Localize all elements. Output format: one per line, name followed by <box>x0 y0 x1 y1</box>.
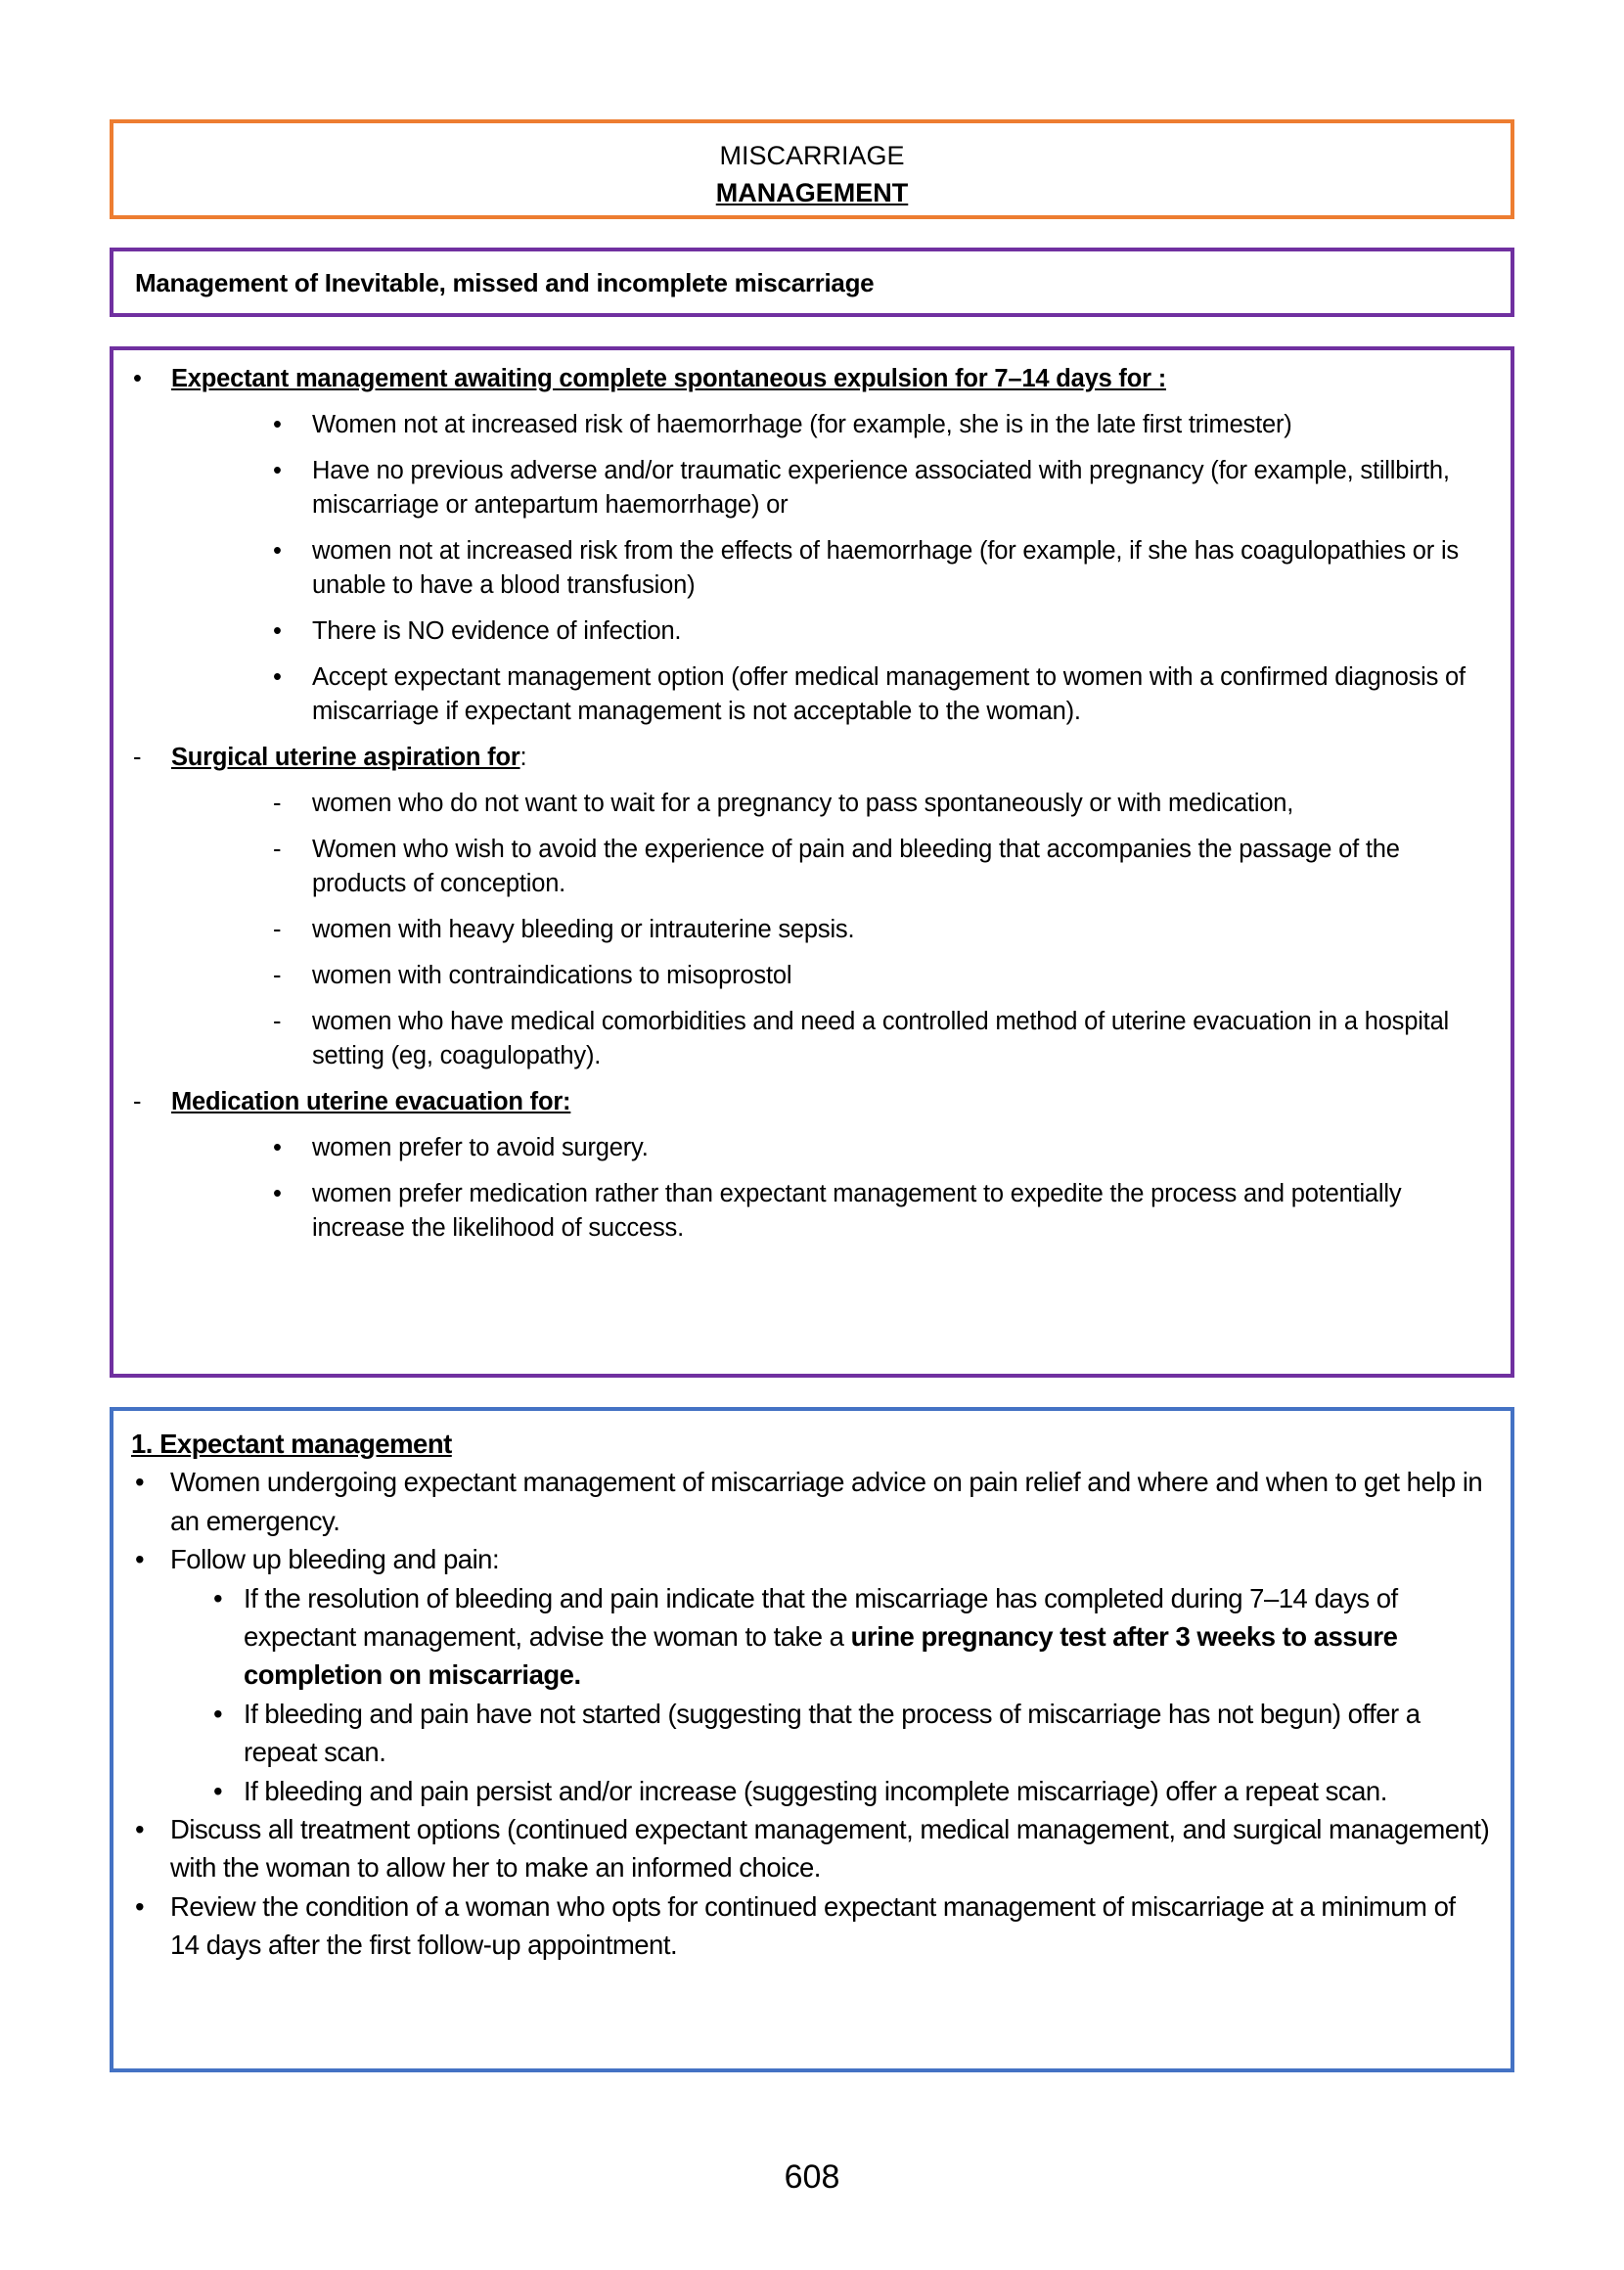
list-item-text: If bleeding and pain have not started (suggesting that the process of miscarriage has not begun) offer a repeat scan. <box>244 1698 1421 1768</box>
bullet-icon: • <box>273 663 282 691</box>
sub-list-item <box>113 1772 1511 1810</box>
dash-icon: - <box>133 1088 142 1115</box>
list-item-text: women who do not want to wait for a pregnancy to pass spontaneously or with medication, <box>312 790 1294 817</box>
bullet-icon: • <box>273 1180 282 1207</box>
bullet-icon: • <box>213 1775 223 1806</box>
list-item <box>113 1887 1511 1965</box>
section-heading: Management of Inevitable, missed and incomplete miscarriage <box>135 268 875 297</box>
bullet-icon: • <box>135 1467 145 1498</box>
urine-test-advice: urine pregnancy test after 3 weeks to assure completion on miscarriage. <box>244 1621 1398 1691</box>
list-item <box>171 833 1511 901</box>
bullet-icon: • <box>133 365 142 392</box>
bullet-icon: • <box>273 617 282 645</box>
list-item <box>113 1463 1511 1540</box>
bullet-icon: • <box>213 1698 223 1729</box>
section-heading-box <box>110 248 1514 317</box>
list-item-text: Women who wish to avoid the experience of pain and bleeding that accompanies the passage of the products of conception. <box>312 836 1400 897</box>
management-options-content <box>113 362 1511 1257</box>
list-item <box>113 1810 1511 1887</box>
list-item-text: women with heavy bleeding or intrauterine sepsis. <box>312 916 855 943</box>
list-item <box>171 1131 1511 1165</box>
list-item <box>171 454 1511 522</box>
list-item-text: women prefer to avoid surgery. <box>312 1134 649 1161</box>
list-item-text: women prefer medication rather than expectant management to expedite the process and potentially increase the likelihood of success. <box>312 1180 1402 1242</box>
bullet-icon: • <box>273 457 282 484</box>
list-item-text: If the resolution of bleeding and pain indicate that the miscarriage has completed during 7–14 days of expectant management, advise the woman to take a <box>244 1582 1398 1653</box>
expectant-management-section <box>113 362 1511 729</box>
dash-icon: - <box>273 916 282 943</box>
list-item-text: If bleeding and pain persist and/or increase (suggesting incomplete miscarriage) offer a repeat scan. <box>244 1775 1387 1806</box>
title-management: MANAGEMENT <box>715 178 909 207</box>
list-item <box>113 1540 1511 1578</box>
list-item <box>171 660 1511 729</box>
dash-icon: - <box>273 1008 282 1035</box>
bullet-icon: • <box>273 1134 282 1161</box>
list-item-text: Review the condition of a woman who opts for continued expectant management of miscarriage at a minimum of 14 days after the first follow-up appointment. <box>170 1890 1456 1961</box>
expectant-management-box <box>110 1407 1514 2072</box>
bullet-icon: • <box>273 411 282 438</box>
dash-icon: - <box>273 790 282 817</box>
list-item <box>171 913 1511 947</box>
bullet-icon: • <box>135 1814 145 1845</box>
bullet-icon: • <box>135 1544 145 1575</box>
list-item <box>171 1005 1511 1073</box>
list-item <box>171 408 1511 442</box>
list-item-text: Follow up bleeding and pain: <box>170 1544 500 1575</box>
dash-icon: - <box>133 744 142 771</box>
medication-evacuation-heading: Medication uterine evacuation for: <box>171 1088 571 1115</box>
surgical-aspiration-section <box>113 741 1511 1073</box>
dash-icon: - <box>273 836 282 863</box>
list-item-text: women who have medical comorbidities and need a controlled method of uterine evacuation in a hospital setting (eg, coagulopathy). <box>312 1008 1450 1069</box>
management-options-box <box>110 346 1514 1378</box>
list-item-text: women not at increased risk from the effects of haemorrhage (for example, if she has coagulopathies or is unable to have a blood transfusion) <box>312 537 1459 599</box>
list-item <box>171 959 1511 993</box>
list-item-text: Have no previous adverse and/or traumatic experience associated with pregnancy (for example, stillbirth, miscarriage or antepartum haemorrhage) or <box>312 457 1450 519</box>
bullet-icon: • <box>273 537 282 565</box>
list-item-text: Women not at increased risk of haemorrhage (for example, she is in the late first trimester) <box>312 411 1292 438</box>
bullet-icon: • <box>213 1582 223 1613</box>
list-item <box>171 787 1511 821</box>
expectant-management-content <box>113 1425 1511 1965</box>
list-item-text: Women undergoing expectant management of miscarriage advice on pain relief and where and when to get help in an emergency. <box>170 1467 1483 1536</box>
list-item <box>171 1177 1511 1246</box>
medication-evacuation-section <box>113 1085 1511 1246</box>
list-item <box>171 534 1511 603</box>
sub-list-item <box>113 1579 1511 1695</box>
title-miscarriage: MISCARRIAGE <box>719 141 905 170</box>
expectant-management-title: 1. Expectant management <box>131 1429 452 1459</box>
sub-list-item <box>113 1695 1511 1772</box>
list-item-text: Discuss all treatment options (continued expectant management, medical management, and surgical management) with the woman to allow her to make an informed choice. <box>170 1814 1490 1884</box>
list-item-text: women with contraindications to misoprostol <box>312 962 792 989</box>
surgical-aspiration-heading: Surgical uterine aspiration for <box>171 744 520 771</box>
list-item-text: Accept expectant management option (offer medical management to women with a confirmed diagnosis of miscarriage if expectant management is not acceptable to the woman). <box>312 663 1466 725</box>
page-number: 608 <box>784 2158 840 2196</box>
heading-colon: : <box>519 744 527 771</box>
dash-icon: - <box>273 962 282 989</box>
list-item-text: There is NO evidence of infection. <box>312 617 682 645</box>
bullet-icon: • <box>135 1890 145 1922</box>
list-item <box>171 614 1511 649</box>
expectant-management-heading: Expectant management awaiting complete spontaneous expulsion for 7–14 days for : <box>171 365 1166 392</box>
title-box <box>110 119 1514 219</box>
